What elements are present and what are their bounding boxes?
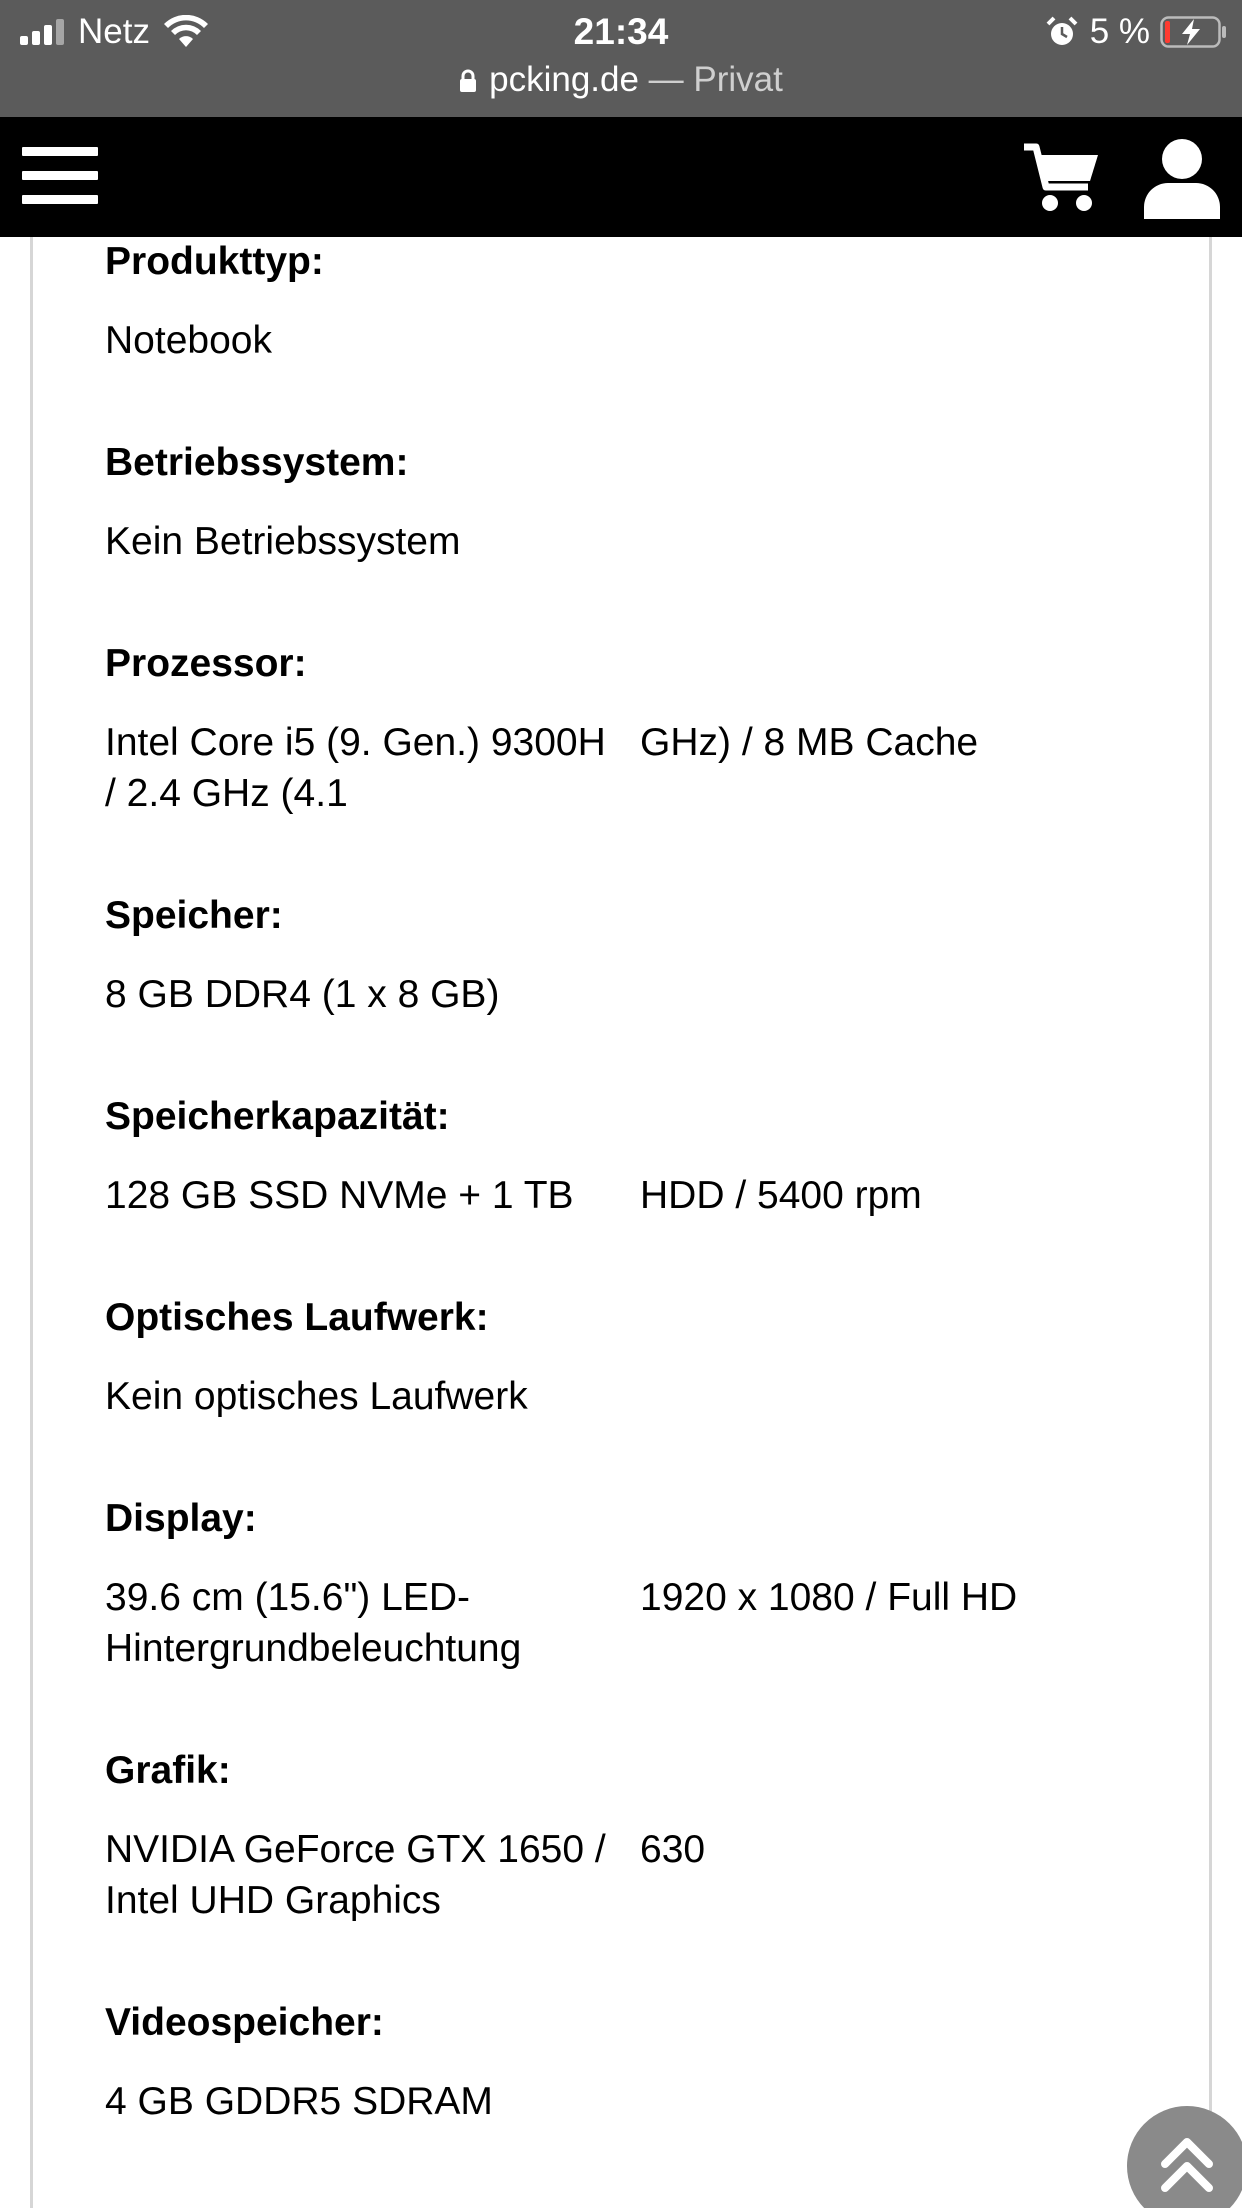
spec-value-text: Intel Core i5 (9. Gen.) 9300H / 2.4 GHz (4.1 [105, 721, 606, 815]
spec-speicher [105, 891, 1165, 1016]
spec-value-text: 128 GB SSD NVMe + 1 TB [105, 1174, 574, 1217]
spec-optisches-laufwerk [105, 1293, 1165, 1418]
spec-grafik [105, 1746, 1165, 1922]
spec-value-text: 8 GB DDR4 (1 x 8 GB) [105, 973, 500, 1016]
double-chevron-up-icon [1127, 2106, 1242, 2208]
url-bar[interactable] [0, 56, 1242, 104]
spec-label: Produkttyp: [105, 240, 324, 283]
cart-icon[interactable] [1022, 139, 1100, 217]
spec-value-text: Kein Betriebssystem [105, 520, 461, 563]
carrier-name: Netz [78, 12, 150, 51]
url-host: pcking.de [489, 60, 639, 99]
spec-value-text-continued: HDD / 5400 rpm [640, 1174, 922, 1217]
spec-label: Videospeicher: [105, 2001, 384, 2044]
spec-produkttyp [105, 237, 1165, 362]
status-time: 21:34 [573, 11, 669, 52]
spec-value-text: 39.6 cm (15.6") LED-Hintergrundbeleuchtung [105, 1576, 522, 1670]
alarm-icon [1046, 16, 1078, 48]
spec-label: Speicherkapazität: [105, 1095, 450, 1138]
spec-betriebssystem [105, 438, 1165, 563]
spec-label: Display: [105, 1497, 257, 1540]
status-right [1046, 10, 1228, 54]
spec-label: Grafik: [105, 1749, 231, 1792]
spec-value-text: 4 GB GDDR5 SDRAM [105, 2080, 493, 2123]
spec-value-text-continued: GHz) / 8 MB Cache [640, 721, 979, 764]
spec-display [105, 1494, 1165, 1670]
battery-charging-icon [1160, 16, 1228, 48]
spec-prozessor [105, 639, 1165, 815]
spec-value-text: NVIDIA GeForce GTX 1650 / Intel UHD Graphics [105, 1828, 606, 1922]
spec-value-text-continued: 1920 x 1080 / Full HD [640, 1576, 1018, 1619]
url-separator: — [648, 60, 684, 99]
spec-value-text: Notebook [105, 319, 272, 362]
spec-speicherkapazitaet [105, 1092, 1165, 1217]
spec-label: Speicher: [105, 894, 283, 937]
status-bar [0, 0, 1242, 117]
spec-label: Optisches Laufwerk: [105, 1296, 489, 1339]
private-mode-label: Privat [693, 60, 783, 99]
scroll-to-top-button[interactable] [1127, 2106, 1242, 2208]
spec-value-text: Kein optisches Laufwerk [105, 1375, 528, 1418]
nav-bar [0, 117, 1242, 237]
battery-percentage: 5 % [1089, 12, 1150, 51]
spec-videospeicher [105, 1998, 1165, 2123]
spec-label: Betriebssystem: [105, 441, 409, 484]
menu-icon[interactable] [22, 147, 98, 205]
lock-icon [459, 69, 477, 93]
user-icon[interactable] [1142, 137, 1222, 219]
spec-value-text-continued: 630 [640, 1828, 706, 1871]
spec-label: Prozessor: [105, 642, 307, 685]
